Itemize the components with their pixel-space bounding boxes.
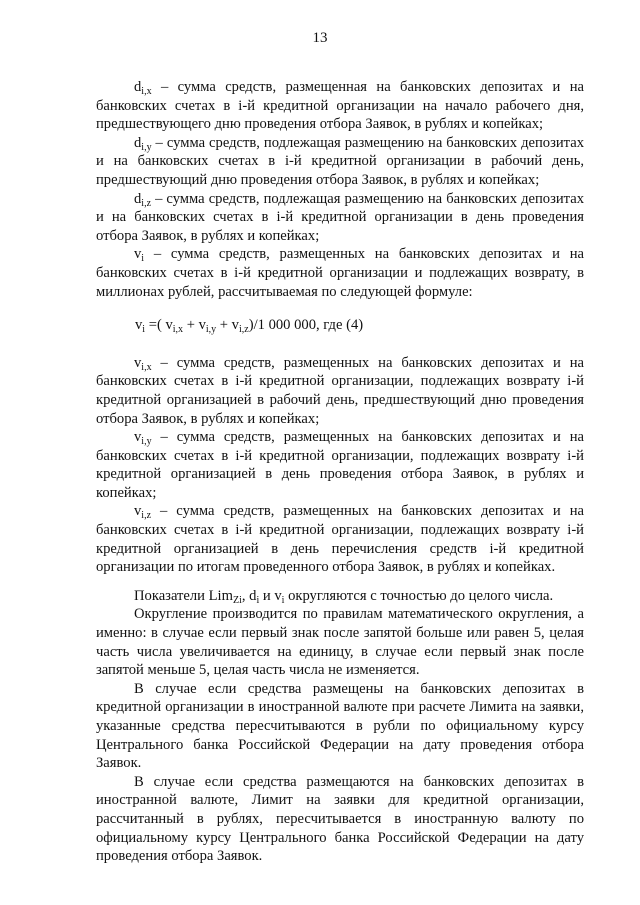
page-number: 13 [312,30,328,46]
rounding-rules: Округление производится по правилам математического округления, а именно: в случае если первый знак после запятой больше или равен 5, целая часть числа увеличивается на единицу, в случае если первый знак после запятой меньше 5, целая часть числа не изменяется. [96,606,584,679]
subscript: i,z [141,197,152,209]
subscript: i,z [141,510,152,522]
formula-4: $v_i$ =( $v_{i,x} + v_{i,y} + v_{i,z})/1$ 000 000, где (4) [135,317,364,336]
symbol: d [134,79,142,95]
document-body [96,78,584,866]
definition-text: – сумма средств, размещенных на банковских депозитах и на банковских счетах в i-й кредитной организации, подлежащих возврату i-й кредитной организацией в рабочий день, предшествующий дню проведения отбора Заявок, в рублях и копейках; [96,354,584,427]
subscript: i,y [141,436,152,448]
symbol: v [134,246,142,263]
subscript: i,y [141,141,152,153]
definition-v-ix [96,354,584,428]
definition-text: – сумма средств, подлежащая размещению на банковских депозитах и на банковских счетах в i-й кредитной организации в рабочий день, предшествующий дню проведения отбора Заявок, в рублях и копейках; [96,134,584,188]
currency-conversion-paragraph: В случае если средства размещены на банковских депозитах в кредитной организации в иностранной валюте при расчете Лимита на заявки, указанные средства пересчитываются в рубли по официальному курсу Центрального банка Российской Федерации на дату проведения отбора Заявок. [96,680,584,772]
definition-text: – сумма средств, размещенная на банковских депозитах и на банковских счетах в i-й кредитной организации на начало рабочего дня, предшествующего дню проведения отбора Заявок, в рублях и копейках; [96,79,584,133]
definition-text: – сумма средств, размещенных на банковских депозитах и на банковских счетах в i-й кредитной организации, подлежащих возврату i-й кредитной организацией в день перечисления средств i-й кредитной организации по итогам проведенного отбора Заявок, в рублях и копейках. [96,503,584,576]
rounding-indicators: Показатели Lim$_{Zi}$, $d_i$ и $v_i$ округляются с точностью до целого числа. [134,587,554,606]
symbol: d [134,134,142,151]
definition-v-iy [96,428,584,502]
symbol: v [134,354,142,371]
symbol: v [134,429,142,446]
symbol: v [134,503,142,520]
definition-text: – сумма средств, подлежащая размещению на банковских депозитах и на банковских счетах в i-й кредитной организации в день проведения отбора Заявок, в рублях и копейках; [96,190,584,244]
definition-text: – сумма средств, размещенных на банковских депозитах и на банковских счетах в i-й кредитной организации, подлежащих возврату i-й кредитной организацией в день проведения отбора Заявок, в рублях и копейках; [96,429,584,501]
definition-d-ix [96,78,584,134]
symbol: d [134,190,142,207]
definition-v-i [96,245,584,301]
definition-d-iy [96,134,584,190]
subscript: i,x [141,361,152,373]
subscript: i,x [141,86,152,97]
definition-v-iz [96,502,584,576]
definition-d-iz [96,190,584,246]
definition-text: – сумма средств, размещенных на банковских депозитах и на банковских счетах в i-й кредитной организации и подлежащих возврату, в миллионах рублей, рассчитываемая по следующей формуле: [96,246,584,300]
subscript: i [141,253,145,265]
foreign-currency-limit-paragraph: В случае если средства размещаются на банковских депозитах в иностранной валюте, Лимит на заявки для кредитной организации, рассчитанный в рублях, пересчитывается в иностранную валюту по официальному курсу Центрального банка Российской Федерации на дату проведения отбора Заявок. [96,773,584,865]
